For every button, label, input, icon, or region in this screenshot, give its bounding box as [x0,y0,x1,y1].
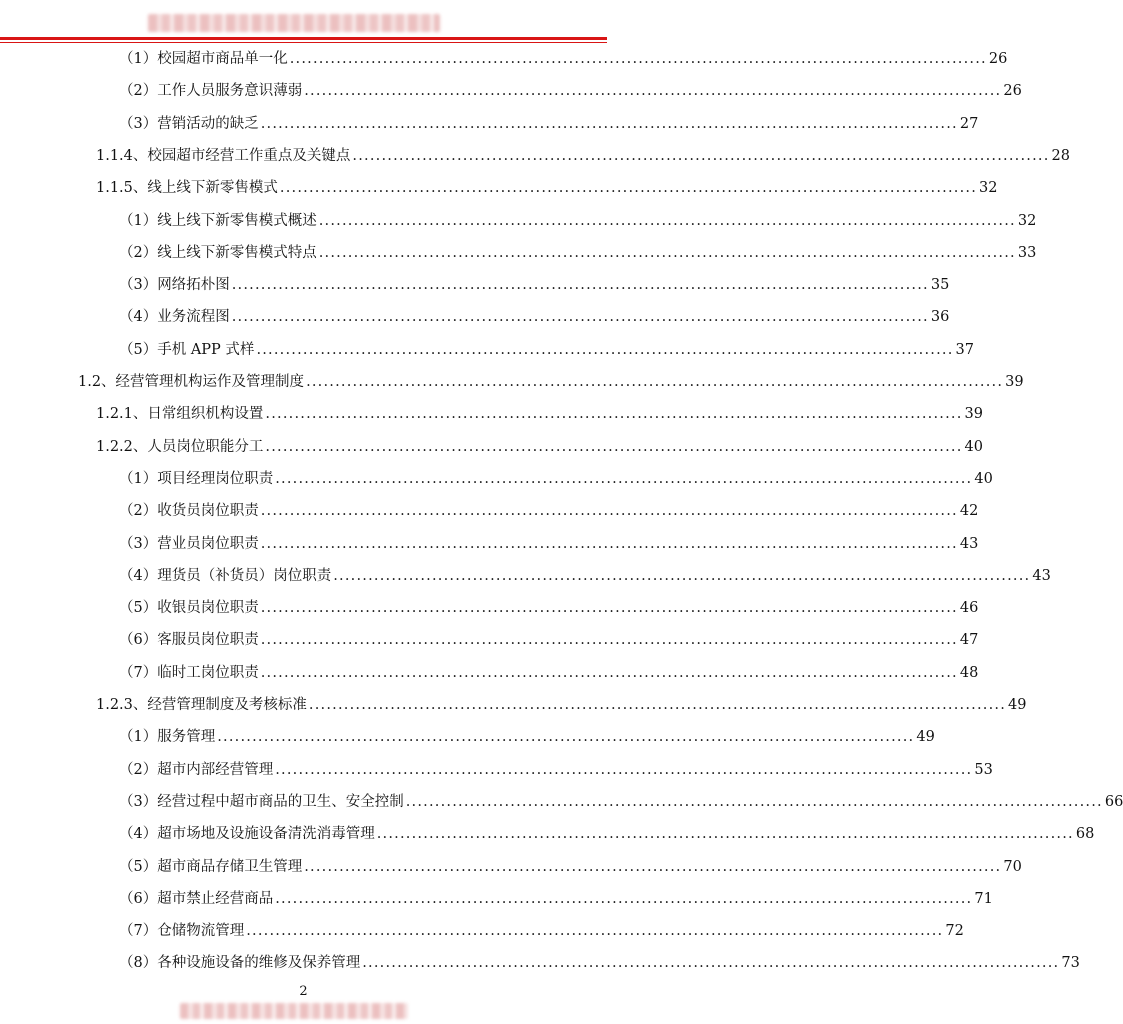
toc-entry-label: 1.1.4、校园超市经营工作重点及关键点 [96,147,351,164]
toc-entry-label: （7）仓储物流管理 [119,923,245,940]
dot-leader: ........................................................................................................................ [279,180,978,197]
toc-entry-label: （6）超市禁止经营商品 [119,890,274,907]
toc-entry [119,272,950,294]
toc-entry-page: 32 [1017,212,1037,229]
toc-entry-page: 35 [930,277,950,294]
toc-entry-page: 43 [959,535,979,552]
toc-entry-page: 73 [1061,955,1080,972]
page-number: 2 [299,984,308,999]
toc-entry-label: （8）各种设施设备的维修及保养管理 [119,955,361,972]
dot-leader: ........................................................................................................................ [308,697,1007,713]
dot-leader: ........................................................................................................................ [318,244,1016,261]
toc-entry-page: 49 [1008,697,1027,713]
toc-entry-page: 53 [974,761,993,778]
dot-leader: ........................................................................................................................ [260,632,958,649]
toc-entry [78,369,1024,391]
toc-entry [119,724,935,746]
toc-entry-label: （3）营销活动的缺乏 [119,115,259,132]
redacted-footer-text [180,1003,408,1019]
dot-leader: ........................................................................................................................ [231,277,929,294]
toc-entry-label: 1.2、经营管理机构运作及管理制度 [78,374,305,390]
toc-entry-page: 46 [959,600,979,617]
toc-entry [119,886,993,908]
toc-entry-label: （7）临时工岗位职责 [119,664,259,681]
toc-entry-page: 47 [959,632,979,649]
toc-entry-label: 1.1.5、线上线下新零售模式 [96,180,278,197]
toc-entry [119,595,979,617]
toc-entry [119,854,1022,876]
toc-entry [119,757,993,779]
header-rule-thin [0,42,607,43]
toc-entry [96,143,1070,165]
dot-leader: ........................................................................................................................ [333,567,1031,584]
dot-leader: ........................................................................................................................ [275,890,973,907]
toc-entry [96,692,1027,714]
toc-entry-page: 40 [964,438,983,455]
dot-leader: ........................................................................................................................ [304,858,1002,875]
dot-leader: ........................................................................................................................ [352,147,1050,164]
toc-entry-label: （4）业务流程图 [119,309,230,326]
toc-entry-label: 1.2.1、日常组织机构设置 [96,406,264,423]
dot-leader: ........................................................................................................................ [275,470,973,487]
toc-entry-label: （5）收银员岗位职责 [119,600,259,617]
toc-entry-page: 48 [959,664,979,681]
toc-entry [96,175,998,197]
toc-entry [119,78,1022,100]
toc-entry-label: （2）线上线下新零售模式特点 [119,244,317,261]
toc-entry-label: （3）网络拓朴图 [119,277,230,294]
toc-entry-page: 42 [959,503,979,520]
dot-leader: ........................................................................................................................ [260,503,958,520]
toc-entry-label: 1.2.3、经营管理制度及考核标准 [96,697,307,713]
redacted-header-text [148,14,440,32]
dot-leader: ........................................................................................................................ [304,83,1002,100]
dot-leader: ........................................................................................................................ [306,374,1004,390]
toc-entry [119,498,979,520]
toc-entry [119,627,979,649]
toc-entry-page: 39 [964,406,983,423]
toc-entry-page: 36 [930,309,950,326]
toc-entry-page: 32 [979,180,998,197]
toc-entry-page: 26 [988,51,1008,67]
toc-entry-page: 28 [1051,147,1070,164]
toc-entry-page: 33 [1017,244,1037,261]
toc-entry [96,434,983,456]
toc-entry [119,208,1037,230]
dot-leader: ........................................................................................................................ [231,309,929,326]
dot-leader: ........................................................................................................................ [362,955,1060,972]
toc-entry-page: 26 [1003,83,1022,100]
toc-entry-label: （1）线上线下新零售模式概述 [119,212,317,229]
toc-entry-page: 68 [1075,826,1095,843]
toc-entry [119,789,1123,811]
toc-entry-page: 70 [1003,858,1022,875]
toc-entry [119,240,1037,262]
dot-leader: ........................................................................................................................ [376,826,1074,843]
toc-entry-label: （2）收货员岗位职责 [119,503,259,520]
toc-entry [119,563,1051,585]
toc-entry [96,401,983,423]
toc-entry-page: 43 [1032,567,1051,584]
toc-entry-label: （6）客服员岗位职责 [119,632,259,649]
toc-entry-label: （2）超市内部经营管理 [119,761,274,778]
toc-entry-label: （4）理货员（补货员）岗位职责 [119,567,332,584]
dot-leader: ........................................................................................................................ [260,115,958,132]
dot-leader: ........................................................................................................................ [260,535,958,552]
toc-entry [119,46,1008,68]
toc-entry-page: 49 [916,729,935,746]
toc-entry [119,821,1095,843]
dot-leader: ........................................................................................................................ [260,664,958,681]
toc-entry [119,660,979,682]
dot-leader: ........................................................................................................................ [246,923,944,940]
toc-entry [119,950,1080,972]
dot-leader: ........................................................................................................................ [265,406,963,423]
toc-entry-label: （2）工作人员服务意识薄弱 [119,83,303,100]
toc-entry-label: （4）超市场地及设施设备清洗消毒管理 [119,826,375,843]
dot-leader: ........................................................................................................................ [217,729,915,746]
toc-entry-page: 66 [1104,793,1123,810]
dot-leader: ........................................................................................................................ [265,438,963,455]
toc-entry-label: 1.2.2、人员岗位职能分工 [96,438,264,455]
toc-entry-page: 72 [945,923,964,940]
toc-entry [119,531,979,553]
toc-entry [119,918,964,940]
dot-leader: ........................................................................................................................ [275,761,973,778]
toc-entry-label: （1）校园超市商品单一化 [119,51,288,67]
toc-entry-label: （3）经营过程中超市商品的卫生、安全控制 [119,793,404,810]
toc-entry [119,111,979,133]
dot-leader: ........................................................................................................................ [256,341,954,358]
dot-leader: ........................................................................................................................ [289,51,987,67]
toc-entry-label: （1）服务管理 [119,729,216,746]
dot-leader: ........................................................................................................................ [260,600,958,617]
toc-entry [119,466,993,488]
dot-leader: ........................................................................................................................ [318,212,1016,229]
toc-entry-label: （5）手机 APP 式样 [119,341,255,358]
toc-entry-page: 71 [974,890,993,907]
toc-entry-label: （5）超市商品存储卫生管理 [119,858,303,875]
toc-entry-label: （3）营业员岗位职责 [119,535,259,552]
toc-entry-page: 39 [1005,374,1024,390]
dot-leader: ........................................................................................................................ [405,793,1103,810]
toc-entry [119,337,974,359]
header-rule-thick [0,37,607,40]
toc-entry-label: （1）项目经理岗位职责 [119,470,274,487]
toc-entry-page: 40 [974,470,993,487]
toc-entry-page: 27 [959,115,979,132]
toc-entry [119,304,950,326]
toc-entry-page: 37 [955,341,974,358]
